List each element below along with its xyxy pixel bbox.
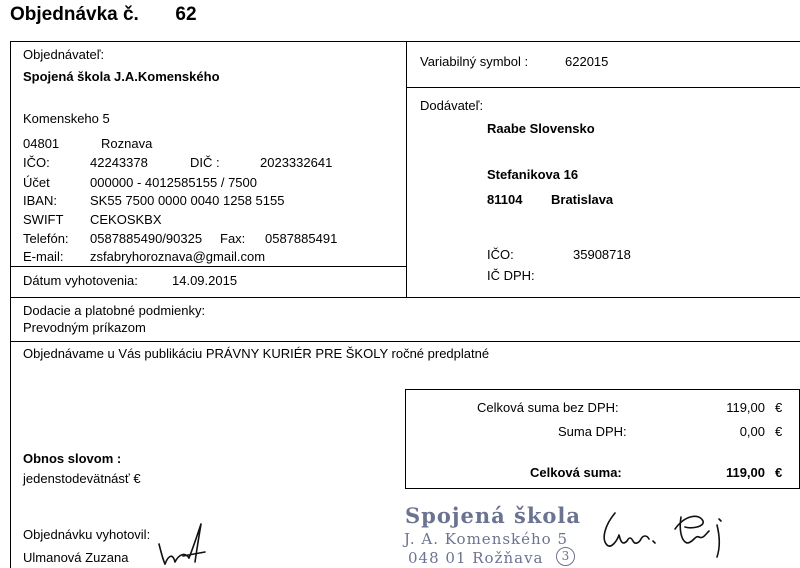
supplier-name: Raabe Slovensko bbox=[487, 121, 595, 136]
supplier-ico-label: IČO: bbox=[487, 247, 514, 262]
supplier-ico: 35908718 bbox=[573, 247, 631, 262]
terms-value: Prevodným príkazom bbox=[23, 320, 146, 335]
orderer-swift: CEKOSKBX bbox=[90, 212, 162, 227]
order-text-top-rule bbox=[10, 341, 800, 342]
vat-value: 0,00 bbox=[739, 424, 765, 439]
supplier-street: Stefanikova 16 bbox=[487, 167, 579, 182]
vat-label: Suma DPH: bbox=[558, 424, 627, 439]
orderer-street: Komenskeho 5 bbox=[23, 111, 110, 126]
supplier-label: Dodávateľ: bbox=[420, 98, 484, 113]
orderer-dic-label: DIČ : bbox=[190, 155, 220, 170]
variable-symbol-value: 622015 bbox=[565, 54, 609, 69]
orderer-dic: 2023332641 bbox=[260, 155, 333, 170]
supplier-city: Bratislava bbox=[551, 192, 614, 207]
order-title-label: Objednávka č. bbox=[10, 4, 139, 25]
amount-words-value: jedenstodevätnásť € bbox=[23, 471, 141, 486]
orderer-zip: 04801 bbox=[23, 136, 60, 151]
supplier-top-rule bbox=[406, 87, 800, 88]
orderer-iban-label: IBAN: bbox=[23, 193, 57, 208]
orderer-fax: 0587885491 bbox=[265, 231, 338, 246]
issuer-label: Objednávku vyhotovil: bbox=[23, 527, 151, 542]
orderer-phone-label: Telefón: bbox=[23, 231, 69, 246]
grand-total-currency: € bbox=[775, 465, 783, 480]
amount-words-label: Obnos slovom : bbox=[23, 451, 122, 466]
stamp-line-2: J. A. Komenského 5 bbox=[404, 530, 569, 548]
vat-currency: € bbox=[775, 424, 783, 439]
stamp-line-3: 048 01 Rožňava bbox=[408, 549, 544, 567]
order-description: Objednávame u Vás publikáciu PRÁVNY KURIÉR PRE ŠKOLY ročné predplatné bbox=[23, 346, 490, 361]
net-total-value: 119,00 bbox=[726, 400, 765, 415]
stamp-number-badge: 3 bbox=[556, 547, 575, 566]
stamp-line-1: Spojená škola bbox=[405, 503, 581, 528]
orderer-ico-label: IČO: bbox=[23, 155, 50, 170]
orderer-account: 000000 - 4012585155 / 7500 bbox=[90, 175, 257, 190]
terms-label: Dodacie a platobné podmienky: bbox=[23, 303, 206, 318]
orderer-phone: 0587885490/90325 bbox=[90, 231, 203, 246]
terms-top-rule bbox=[10, 297, 800, 298]
approver-signature bbox=[595, 505, 755, 565]
supplier-zip: 81104 bbox=[487, 192, 523, 207]
left-rule bbox=[10, 41, 11, 568]
issuer-name: Ulmanová Zuzana bbox=[23, 550, 129, 565]
orderer-city: Roznava bbox=[101, 136, 153, 151]
orderer-fax-label: Fax: bbox=[220, 231, 246, 246]
orderer-swift-label: SWIFT bbox=[23, 212, 64, 227]
issuer-signature bbox=[155, 518, 215, 568]
document-title bbox=[10, 4, 197, 26]
grand-total-value: 119,00 bbox=[725, 465, 765, 480]
orderer-account-label: Účet bbox=[23, 175, 50, 190]
issue-date-label: Dátum vyhotovenia: bbox=[23, 273, 138, 288]
net-total-currency: € bbox=[775, 400, 783, 415]
orderer-email-label: E-mail: bbox=[23, 249, 64, 264]
top-rule bbox=[10, 41, 800, 42]
orderer-iban: SK55 7500 0000 0040 1258 5155 bbox=[90, 193, 285, 208]
orderer-ico: 42243378 bbox=[90, 155, 148, 170]
orderer-name: Spojená škola J.A.Komenského bbox=[23, 69, 220, 84]
net-total-label: Celková suma bez DPH: bbox=[477, 400, 619, 415]
order-number: 62 bbox=[175, 4, 197, 25]
orderer-label: Objednávateľ: bbox=[23, 47, 105, 62]
middle-rule bbox=[406, 41, 407, 297]
supplier-icdph-label: IČ DPH: bbox=[487, 268, 535, 283]
issue-date: 14.09.2015 bbox=[172, 273, 238, 288]
grand-total-label: Celková suma: bbox=[530, 465, 622, 480]
orderer-email: zsfabryhoroznava@gmail.com bbox=[90, 249, 266, 264]
date-top-rule bbox=[10, 266, 406, 267]
variable-symbol-label: Variabilný symbol : bbox=[420, 54, 529, 69]
